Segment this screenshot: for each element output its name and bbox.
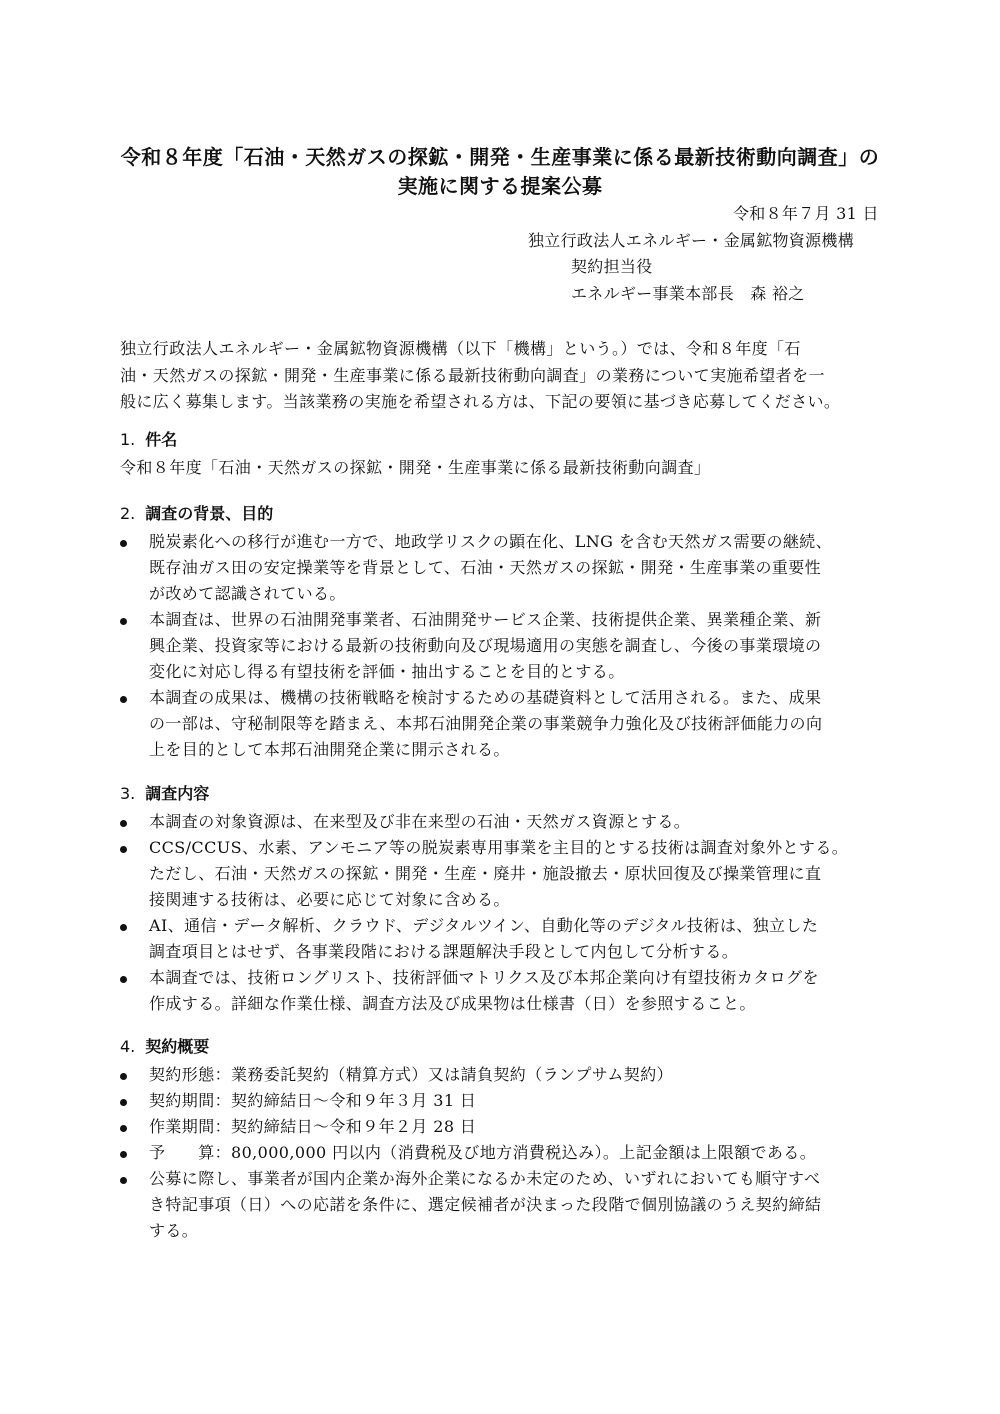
list-item-line: 予 算：80,000,000 円以内（消費税及び地方消費税込み）。上記金額は上限額である。 xyxy=(149,1143,817,1162)
bullet-icon xyxy=(120,618,127,625)
bullet-icon xyxy=(120,976,127,983)
bullet-icon xyxy=(120,1125,127,1132)
list-item-line: 調査項目とはせず、各事業段階における課題解決手段として内包して分析する。 xyxy=(149,942,739,961)
list-item xyxy=(120,1140,890,1166)
section-number: 3. xyxy=(120,784,136,803)
list-item-line: が改めて認識されている。 xyxy=(149,584,346,603)
bullet-icon xyxy=(120,1073,127,1080)
list-item-line: 作成する。詳細な作業仕様、調査方法及び成果物は仕様書（日）を参照すること。 xyxy=(149,994,756,1013)
document-title-line-1: 令和８年度「石油・天然ガスの探鉱・開発・生産事業に係る最新技術動向調査」の xyxy=(120,145,880,169)
list-item-line: き特記事項（日）への応諾を条件に、選定候補者が決まった段階で個別協議のうえ契約締結 xyxy=(149,1195,822,1214)
list-item-line: 契約形態：業務委託契約（精算方式）又は請負契約（ランプサム契約） xyxy=(149,1065,674,1084)
list-item-line: 接関連する技術は、必要に応じて対象に含める。 xyxy=(149,890,510,909)
list-item-line: 本調査の成果は、機構の技術戦略を検討するための基礎資料として活用される。また、成果 xyxy=(149,688,822,707)
list-item-line: 興企業、投資家等における最新の技術動向及び現場適用の実態を調査し、今後の事業環境の xyxy=(149,636,822,655)
section-number: 2. xyxy=(120,504,136,523)
section-title: 件名 xyxy=(145,430,178,449)
list-item xyxy=(120,835,890,913)
list-item-line: 上を目的として本邦石油開発企業に開示される。 xyxy=(149,740,510,759)
bullet-icon xyxy=(120,820,127,827)
list-item xyxy=(120,529,890,607)
section-heading xyxy=(120,782,890,806)
section-heading xyxy=(120,1035,890,1059)
signatory-name: エネルギー事業本部長 森 裕之 xyxy=(571,284,805,303)
list-item-line: 公募に際し、事業者が国内企業か海外企業になるか未定のため、いずれにおいても順守すべ xyxy=(149,1169,821,1188)
document-title-line-2: 実施に関する提案公募 xyxy=(397,174,603,198)
list-item-line: 既存油ガス田の安定操業等を背景として、石油・天然ガスの探鉱・開発・生産事業の重要性 xyxy=(149,558,822,577)
list-item xyxy=(120,965,890,1017)
list-item xyxy=(120,1088,890,1114)
intro-line: 般に広く募集します。当該業務の実施を希望される方は、下記の要領に基づき応募してください。 xyxy=(120,392,841,411)
section-title: 契約概要 xyxy=(145,1037,210,1056)
section-title: 調査内容 xyxy=(145,784,210,803)
bullet-list xyxy=(120,809,890,1017)
section-title: 調査の背景、目的 xyxy=(145,504,274,523)
list-item-line: ただし、石油・天然ガスの探鉱・開発・生産・廃井・施設撤去・原状回復及び操業管理に直 xyxy=(149,864,822,883)
section-heading xyxy=(120,428,890,452)
bullet-icon xyxy=(120,1177,127,1184)
list-item-line: 本調査では、技術ロングリスト、技術評価マトリクス及び本邦企業向け有望技術カタログを xyxy=(149,968,819,987)
list-item-line: 作業期間：契約締結日～令和９年２月 28 日 xyxy=(149,1117,477,1136)
list-item-line: する。 xyxy=(149,1221,199,1240)
list-item xyxy=(120,1062,890,1088)
list-item xyxy=(120,809,890,835)
bullet-icon xyxy=(120,846,127,853)
list-item-line: の一部は、守秘制限等を踏まえ、本邦石油開発企業の事業競争力強化及び技術評価能力の向 xyxy=(149,714,823,733)
intro-line: 独立行政法人エネルギー・金属鉱物資源機構（以下「機構」という。）では、令和８年度「石 xyxy=(120,339,801,358)
intro-paragraph xyxy=(120,336,900,416)
list-item xyxy=(120,1166,890,1244)
section-number: 4. xyxy=(120,1037,136,1056)
list-item-line: 本調査は、世界の石油開発事業者、石油開発サービス企業、技術提供企業、異業種企業、新 xyxy=(149,610,822,629)
bullet-list xyxy=(120,1062,890,1244)
list-item xyxy=(120,607,890,685)
issue-date: 令和８年７月 31 日 xyxy=(733,204,879,223)
section-contract-overview xyxy=(120,1035,890,1244)
section-subject xyxy=(120,428,890,481)
bullet-list xyxy=(120,529,890,763)
bullet-icon xyxy=(120,924,127,931)
section-number: 1. xyxy=(120,430,136,449)
section-background xyxy=(120,502,890,763)
section-survey-content xyxy=(120,782,890,1017)
issuing-organization: 独立行政法人エネルギー・金属鉱物資源機構 xyxy=(528,231,855,250)
list-item-line: 本調査の対象資源は、在来型及び非在来型の石油・天然ガス資源とする。 xyxy=(149,812,691,831)
list-item-line: 変化に対応し得る有望技術を評価・抽出することを目的とする。 xyxy=(149,662,625,681)
section-text: 令和８年度「石油・天然ガスの探鉱・開発・生産事業に係る最新技術動向調査」 xyxy=(120,458,711,477)
bullet-icon xyxy=(120,1151,127,1158)
list-item xyxy=(120,685,890,763)
bullet-icon xyxy=(120,696,127,703)
section-heading xyxy=(120,502,890,526)
list-item-line: CCS/CCUS、水素、アンモニア等の脱炭素専用事業を主目的とする技術は調査対象外とする。 xyxy=(149,838,849,857)
list-item xyxy=(120,1114,890,1140)
intro-line: 油・天然ガスの探鉱・開発・生産事業に係る最新技術動向調査」の業務について実施希望者を一 xyxy=(120,365,825,385)
list-item-line: AI、通信・データ解析、クラウド、デジタルツイン、自動化等のデジタル技術は、独立した xyxy=(149,916,819,935)
signatory-role: 契約担当役 xyxy=(571,257,653,276)
bullet-icon xyxy=(120,540,127,547)
list-item-line: 脱炭素化への移行が進む一方で、地政学リスクの顕在化、LNG を含む天然ガス需要の継続、 xyxy=(149,532,833,551)
bullet-icon xyxy=(120,1099,127,1106)
list-item-line: 契約期間：契約締結日～令和９年３月 31 日 xyxy=(149,1091,477,1110)
list-item xyxy=(120,913,890,965)
